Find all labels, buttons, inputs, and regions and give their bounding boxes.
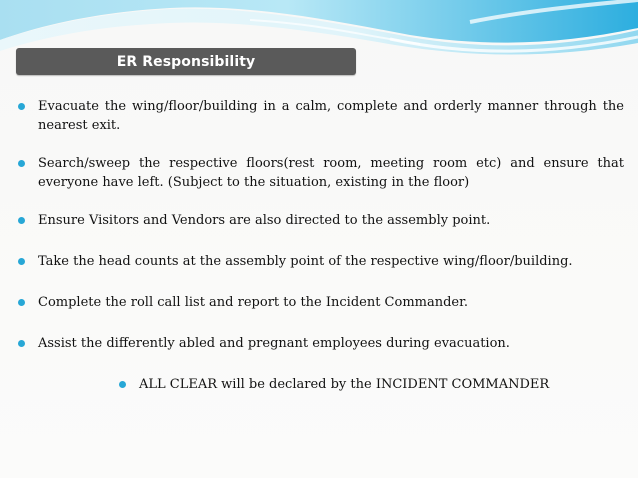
bullet-text: Ensure Visitors and Vendors are also directed to the assembly point. xyxy=(38,213,491,228)
bullet-text: Take the head counts at the assembly point of the respective wing/floor/building. xyxy=(38,254,573,269)
bullet-item xyxy=(18,334,624,353)
bullet-dot-icon xyxy=(119,381,126,388)
bullet-dot-icon xyxy=(18,299,25,306)
slide-title-bar xyxy=(16,48,356,75)
bullet-item xyxy=(18,97,624,135)
bullet-text: Complete the roll call list and report to the Incident Commander. xyxy=(38,295,469,310)
bullet-dot-icon xyxy=(18,103,25,110)
bullet-item xyxy=(119,375,624,394)
bullet-dot-icon xyxy=(18,258,25,265)
bullet-text: Evacuate the wing/floor/building in a calm, complete and orderly manner through the nearest exit. xyxy=(38,99,624,133)
bullet-text: Assist the differently abled and pregnant employees during evacuation. xyxy=(38,336,510,351)
responsibility-bullet-list xyxy=(18,97,624,394)
bullet-dot-icon xyxy=(18,217,25,224)
slide-title: ER Responsibility xyxy=(116,53,256,70)
bullet-text: Search/sweep the respective floors(rest room, meeting room etc) and ensure that everyone have left. (Subject to the situation, existing in the floor) xyxy=(38,156,624,190)
bullet-item xyxy=(18,293,624,312)
bullet-dot-icon xyxy=(18,340,25,347)
bullet-item xyxy=(18,211,624,230)
bullet-item xyxy=(18,252,624,271)
bullet-text: ALL CLEAR will be declared by the INCIDENT COMMANDER xyxy=(139,377,550,392)
bullet-dot-icon xyxy=(18,160,25,167)
bullet-item xyxy=(18,154,624,192)
